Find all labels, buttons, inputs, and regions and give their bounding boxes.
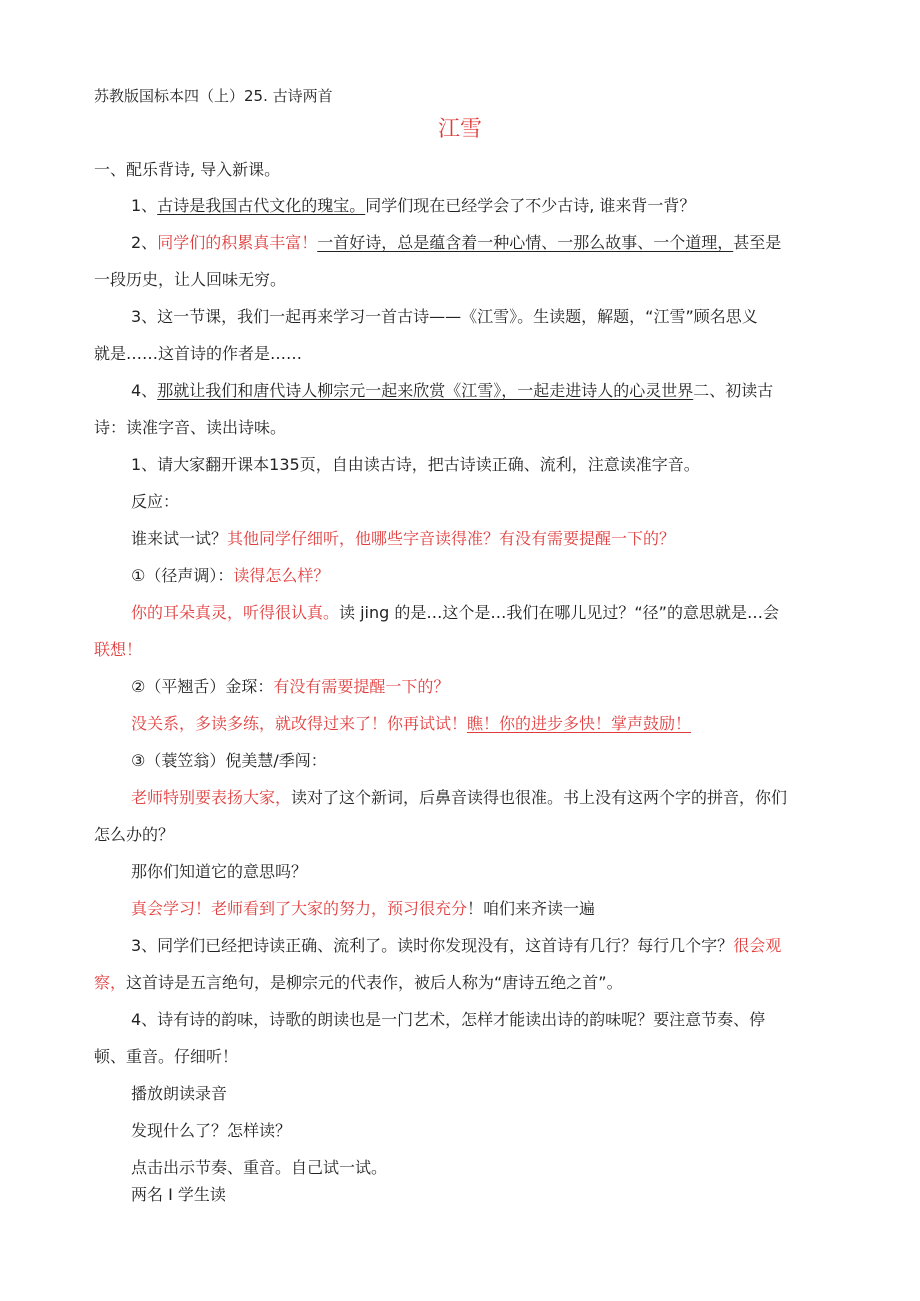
paragraph-13-continued: 怎么办的？ [94,825,175,844]
paragraph-13-rest: 读对了这个新词，后鼻音读得也很准。书上没有这两个字的拼音，你们 [291,788,788,807]
paragraph-15-rest: ！咱们来齐读一遍 [467,899,596,918]
paragraph-6: 反应： [131,492,180,511]
paragraph-8-lead: ①（径声调）： [131,566,234,585]
paragraph-4 [131,381,773,401]
paragraph-15-highlight: 真会学习！老师看到了大家的努力，预习很充分 [131,899,468,918]
paragraph-9-rest: 读 jing 的是…这个是…我们在哪儿见过？“径”的意思就是…会 [339,603,779,622]
paragraph-13-highlight: 老师特别要表扬大家， [131,788,292,807]
paragraph-10-highlight: 有没有需要提醒一下的？ [273,677,450,696]
paragraph-17-continued: 顿、重音。仔细听！ [94,1047,239,1066]
paragraph-19: 发现什么了？怎样读？ [131,1121,292,1140]
paragraph-16-continued-highlight: 察， [94,973,127,992]
document-title: 江雪 [437,117,482,142]
paragraph-20: 点击出示节奏、重音。自己试一试。 [131,1158,388,1177]
paragraph-11-highlight: 没关系，多读多练，就改得过来了！你再试试！ [131,714,468,733]
paragraph-2-highlight: 同学们的积累真丰富！ [157,233,318,252]
paragraph-1-number: 1、 [131,196,158,215]
paragraph-3: 3、这一节课，我们一起再来学习一首古诗——《江雪》。生读题，解题，“江雪”顾名思义 [131,307,758,326]
paragraph-7 [131,529,675,549]
paragraph-1-rest: 同学们现在已经学会了不少古诗, 谁来背一背？ [365,196,696,215]
paragraph-18: 播放朗读录音 [131,1084,228,1103]
paragraph-8 [131,566,329,586]
paragraph-2-number: 2、 [131,233,158,252]
section-heading-1: 一、配乐背诗, 导入新课。 [94,160,281,179]
paragraph-4-continued: 诗：读准字音、读出诗味。 [94,418,287,437]
paragraph-9-highlight: 你的耳朵真灵，听得很认真。 [131,603,340,622]
paragraph-10 [131,677,449,697]
paragraph-4-number: 4、 [131,381,158,400]
paragraph-17: 4、诗有诗的韵味，诗歌的朗读也是一门艺术，怎样才能读出诗的韵味呢？要注意节奏、停 [131,1010,766,1029]
paragraph-11-underlined: 瞧！你的进步多快！掌声鼓励！ [467,714,692,733]
paragraph-9-continued: 联想！ [94,640,143,659]
paragraph-7-lead: 谁来试一试？ [131,529,228,548]
paragraph-9 [131,603,779,623]
paragraph-16-continued [94,973,623,993]
paragraph-3-continued: 就是……这首诗的作者是…… [94,344,303,363]
paragraph-2 [131,233,781,253]
paragraph-8-highlight: 读得怎么样？ [233,566,330,585]
paragraph-4-underlined: 那就让我们和唐代诗人柳宗元一起来欣赏《江雪》，一起走进诗人的心灵世界 [157,381,694,400]
paragraph-10-lead: ②（平翘舌）金琛： [131,677,274,696]
paragraph-2-continued: 一段历史，让人回味无穷。 [94,270,287,289]
paragraph-5: 1、请大家翻开课本135页，自由读古诗，把古诗读正确、流利，注意读准字音。 [131,455,700,474]
document-header: 苏教版国标本四（上）25. 古诗两首 [94,87,333,105]
paragraph-15 [131,899,595,919]
paragraph-11 [131,714,691,734]
paragraph-21: 两名 I 学生读 [131,1185,226,1204]
paragraph-7-highlight: 其他同学仔细听，他哪些字音读得准？有没有需要提醒一下的？ [227,529,676,548]
paragraph-1 [131,196,695,216]
paragraph-16 [131,936,781,956]
paragraph-2-underlined: 一首好诗，总是蕴含着一种心情、一那么故事、一个道理， [317,233,734,252]
paragraph-16-lead: 3、同学们已经把诗读正确、流利了。读时你发现没有，这首诗有几行？每行几个字？ [131,936,734,955]
paragraph-13 [131,788,787,808]
paragraph-1-underlined: 古诗是我国古代文化的瑰宝。 [157,196,366,215]
paragraph-16-continued-rest: 这首诗是五言绝句，是柳宗元的代表作，被后人称为“唐诗五绝之首”。 [126,973,623,992]
paragraph-2-rest: 甚至是 [733,233,782,252]
paragraph-16-highlight: 很会观 [733,936,782,955]
paragraph-4-rest: 二、初读古 [693,381,774,400]
paragraph-14: 那你们知道它的意思吗？ [131,862,308,881]
paragraph-12: ③（蓑笠翁）倪美慧/季闯： [131,751,327,770]
